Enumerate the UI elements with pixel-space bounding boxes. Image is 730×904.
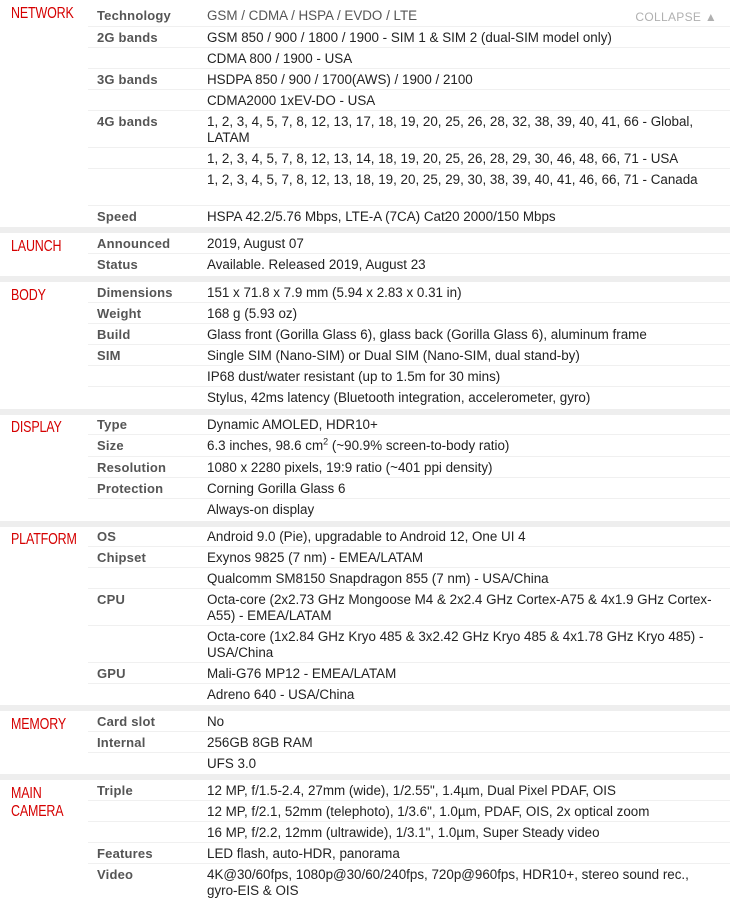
spec-value: 6.3 inches, 98.6 $cm^2$ (~90.9% screen-to-body ratio) [207,436,510,453]
spec-row-cpu-usa [88,626,730,663]
spec-label: Resolution [97,460,167,475]
spec-value: 2019, August 07 [207,236,304,251]
spec-row-triple [88,780,730,801]
spec-label: Status [97,257,138,272]
spec-value: UFS 3.0 [207,756,257,771]
spec-label: Weight [97,306,142,321]
spec-label: Video [97,867,134,882]
section-memory [0,711,730,780]
spec-value: 12 MP, f/1.5-2.4, 27mm (wide), 1/2.55", 1.4µm, Dual Pixel PDAF, OIS [207,783,616,798]
section-title-body: BODY [11,287,46,304]
spec-row-build [88,324,730,345]
spec-value: 1080 x 2280 pixels, 19:9 ratio (~401 ppi density) [207,460,493,475]
spec-label: GPU [97,666,126,681]
spec-value: HSDPA 850 / 900 / 1700(AWS) / 1900 / 2100 [207,72,473,87]
spec-row-weight [88,303,730,324]
spec-row-gpu-adreno [88,684,730,705]
spec-row-gpu [88,663,730,684]
spec-label: 3G bands [97,72,158,87]
spec-value: IP68 dust/water resistant (up to 1.5m for 30 mins) [207,369,501,384]
section-platform [0,526,730,711]
spec-value: Single SIM (Nano-SIM) or Dual SIM (Nano-SIM, dual stand-by) [207,348,580,363]
spec-row-chipset [88,547,730,568]
spec-row-3g-bands-cdma [88,90,730,111]
spec-row-video [88,864,730,901]
spec-value: Qualcomm SM8150 Snapdragon 855 (7 nm) - USA/China [207,571,549,586]
section-network [0,0,730,233]
spec-label: Speed [97,209,138,224]
spec-value: Android 9.0 (Pie), upgradable to Android 12, One UI 4 [207,529,526,544]
spec-row-speed [88,206,730,227]
spec-value: GSM / CDMA / HSPA / EVDO / LTE [207,8,418,23]
spec-label: Triple [97,783,133,798]
spec-value: Stylus, 42ms latency (Bluetooth integration, accelerometer, gyro) [207,390,591,405]
spec-value: 168 g (5.93 oz) [207,306,298,321]
spec-value: CDMA2000 1xEV-DO - USA [207,93,376,108]
spec-label: Card slot [97,714,156,729]
spec-value: Exynos 9825 (7 nm) - EMEA/LATAM [207,550,424,565]
spec-row-telephoto [88,801,730,822]
spec-row-4g-bands [88,111,730,148]
spec-row-2g-bands [88,27,730,48]
spec-label: Internal [97,735,146,750]
section-title-display: DISPLAY [11,419,62,436]
spec-row-resolution [88,457,730,478]
spec-label: Protection [97,481,164,496]
spec-row-ip68 [88,366,730,387]
section-launch [0,233,730,282]
spec-row-4g-bands-canada [88,169,730,206]
spec-label: Dimensions [97,285,173,300]
spec-label: SIM [97,348,121,363]
spec-row-stylus [88,387,730,409]
spec-value: Octa-core (2x2.73 GHz Mongoose M4 & 2x2.4 GHz Cortex-A75 & 4x1.9 GHz Cortex-A55) - EMEA/LATAM [207,592,712,623]
spec-row-card-slot [88,711,730,732]
spec-row-os [88,526,730,547]
section-title-memory: MEMORY [11,716,67,733]
spec-label: CPU [97,592,126,607]
spec-row-size [88,435,730,457]
spec-value: LED flash, auto-HDR, panorama [207,846,400,861]
spec-row-ultrawide [88,822,730,843]
section-title-platform: PLATFORM [11,531,77,548]
spec-value: 16 MP, f/2.2, 12mm (ultrawide), 1/3.1", 1.0µm, Super Steady video [207,825,600,840]
spec-label: 2G bands [97,30,158,45]
spec-value: CDMA 800 / 1900 - USA [207,51,353,66]
spec-row-2g-bands-cdma [88,48,730,69]
spec-value: 256GB 8GB RAM [207,735,313,750]
spec-value: 151 x 71.8 x 7.9 mm (5.94 x 2.83 x 0.31 in) [207,285,462,300]
spec-label: Size [97,438,124,453]
spec-value: Corning Gorilla Glass 6 [207,481,346,496]
spec-row-cpu [88,589,730,626]
section-body [0,282,730,415]
spec-label: Chipset [97,550,147,565]
spec-row-announced [88,233,730,254]
spec-value: Mali-G76 MP12 - EMEA/LATAM [207,666,397,681]
spec-value: Octa-core (1x2.84 GHz Kryo 485 & 3x2.42 GHz Kryo 485 & 4x1.78 GHz Kryo 485) - USA/China [207,629,704,660]
spec-row-features [88,843,730,864]
spec-row-dimensions [88,282,730,303]
spec-row-protection [88,478,730,499]
spec-row-ufs [88,753,730,774]
spec-label: Type [97,417,128,432]
spec-value: Adreno 640 - USA/China [207,687,355,702]
spec-label: Build [97,327,131,342]
spec-value: 1, 2, 3, 4, 5, 7, 8, 12, 13, 18, 19, 20, 25, 29, 30, 38, 39, 40, 41, 46, 66, 71 - Canada [207,172,698,187]
spec-value: 1, 2, 3, 4, 5, 7, 8, 12, 13, 14, 18, 19, 20, 25, 26, 28, 29, 30, 46, 48, 66, 71 - USA [207,151,679,166]
spec-row-type [88,414,730,435]
spec-value: 12 MP, f/2.1, 52mm (telephoto), 1/3.6", 1.0µm, PDAF, OIS, 2x optical zoom [207,804,650,819]
spec-row-technology [88,5,730,27]
section-display [0,414,730,527]
spec-value: 4K@30/60fps, 1080p@30/60/240fps, 720p@960fps, HDR10+, stereo sound rec., gyro-EIS & OIS [207,867,689,898]
spec-row-chipset-qualcomm [88,568,730,589]
spec-value: Glass front (Gorilla Glass 6), glass back (Gorilla Glass 6), aluminum frame [207,327,647,342]
section-main-camera [0,780,730,904]
spec-row-status [88,254,730,276]
section-title-main-camera: MAIN CAMERA [11,785,64,820]
collapse-button[interactable]: COLLAPSE ▲ [635,10,717,24]
spec-row-3g-bands [88,69,730,90]
spec-value: HSPA 42.2/5.76 Mbps, LTE-A (7CA) Cat20 2000/150 Mbps [207,209,556,224]
spec-value: Available. Released 2019, August 23 [207,257,426,272]
spec-label: Technology [97,8,171,23]
spec-label: Announced [97,236,171,251]
spec-value: Always-on display [207,502,315,517]
spec-row-internal [88,732,730,753]
spec-row-always-on [88,499,730,521]
spec-row-sim [88,345,730,366]
section-title-network: NETWORK [11,5,74,22]
spec-value: 1, 2, 3, 4, 5, 7, 8, 12, 13, 17, 18, 19, 20, 25, 26, 28, 32, 38, 39, 40, 41, 66 - Global, LATAM [207,114,694,145]
spec-label: 4G bands [97,114,158,129]
spec-label: OS [97,529,117,544]
section-title-launch: LAUNCH [11,238,62,255]
spec-label: Features [97,846,153,861]
spec-row-4g-bands-usa [88,148,730,169]
spec-value: Dynamic AMOLED, HDR10+ [207,417,378,432]
spec-value: No [207,714,225,729]
spec-value: GSM 850 / 900 / 1800 / 1900 - SIM 1 & SIM 2 (dual-SIM model only) [207,30,612,45]
